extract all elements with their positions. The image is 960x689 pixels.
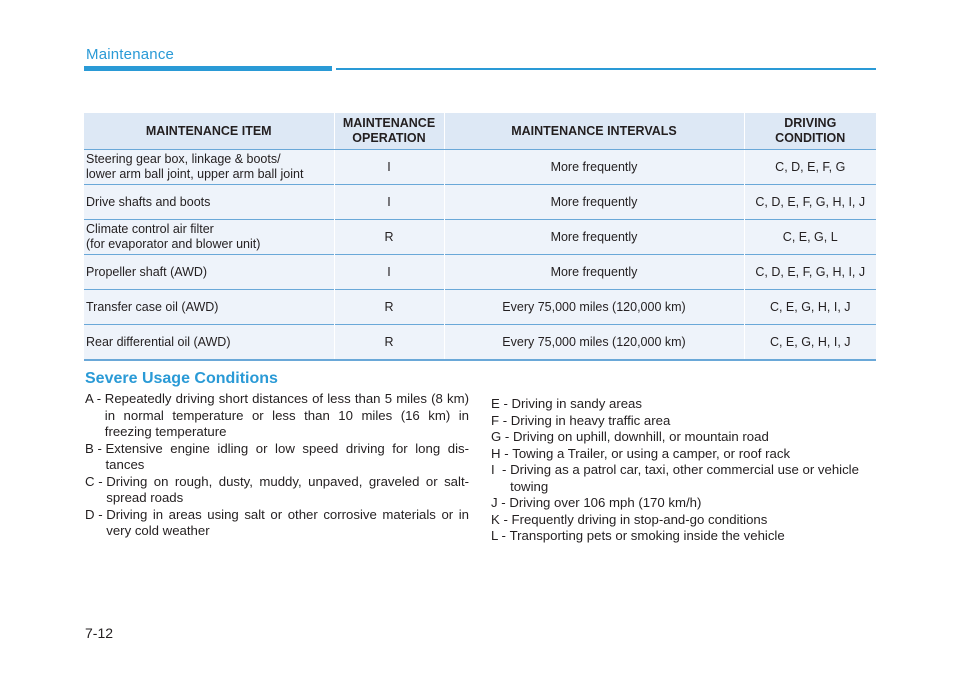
condition-code: A -	[85, 391, 105, 406]
list-item	[491, 396, 881, 413]
cell-condition: C, E, G, L	[744, 220, 876, 255]
cell-interval: Every 75,000 miles (120,000 km)	[444, 290, 744, 325]
header-rule-thick	[84, 66, 332, 71]
table-header-row	[84, 113, 876, 150]
condition-text: Driving over 106 mph (170 km/h)	[509, 495, 702, 510]
severe-conditions-left	[85, 391, 469, 540]
table-row	[84, 185, 876, 220]
cell-operation: R	[334, 290, 444, 325]
maintenance-table	[84, 113, 876, 361]
cell-interval: More frequently	[444, 220, 744, 255]
cell-condition: C, D, E, F, G, H, I, J	[744, 185, 876, 220]
severe-usage-heading: Severe Usage Conditions	[85, 370, 278, 387]
column-header-operation: MAINTENANCE OPERATION	[334, 113, 444, 150]
table-row	[84, 255, 876, 290]
condition-code: H -	[491, 445, 513, 461]
condition-code: F -	[491, 412, 511, 428]
cell-operation: I	[334, 185, 444, 220]
cell-interval: Every 75,000 miles (120,000 km)	[444, 325, 744, 361]
condition-code: C -	[85, 473, 107, 489]
cell-interval: More frequently	[444, 185, 744, 220]
cell-operation: I	[334, 150, 444, 185]
cell-item: Steering gear box, linkage & boots/ lower arm ball joint, upper arm ball joint	[84, 150, 334, 185]
condition-code: B -	[85, 440, 106, 456]
cell-item: Climate control air filter (for evaporator and blower unit)	[84, 220, 334, 255]
condition-text: Driving in heavy traffic area	[510, 412, 671, 428]
condition-text: Frequently driving in stop-and-go conditions	[511, 511, 768, 527]
table-row	[84, 150, 876, 185]
cell-operation: R	[334, 325, 444, 361]
list-item	[85, 441, 469, 474]
severe-conditions-right	[491, 396, 881, 545]
condition-code: L -	[491, 528, 510, 543]
cell-condition: C, D, E, F, G	[744, 150, 876, 185]
cell-operation: I	[334, 255, 444, 290]
list-item	[491, 495, 881, 512]
cell-condition: C, D, E, F, G, H, I, J	[744, 255, 876, 290]
condition-code: J -	[491, 495, 510, 510]
cell-item: Drive shafts and boots	[84, 185, 334, 220]
cell-item: Transfer case oil (AWD)	[84, 290, 334, 325]
condition-text: Transporting pets or smoking inside the vehicle	[509, 528, 785, 543]
table-row	[84, 325, 876, 361]
list-item	[491, 462, 881, 495]
condition-text: Extensive engine idling or low speed driving for long dis-tances	[105, 440, 469, 472]
cell-interval: More frequently	[444, 255, 744, 290]
cell-item: Propeller shaft (AWD)	[84, 255, 334, 290]
cell-item: Rear differential oil (AWD)	[84, 325, 334, 361]
condition-code: D -	[85, 506, 107, 522]
table-row	[84, 220, 876, 255]
condition-code: G -	[491, 429, 513, 444]
condition-text: Repeatedly driving short distances of less than 5 miles (8 km) in normal temperature or less than 10 miles (16 km) in freezing temperature	[104, 391, 469, 439]
page-number: 7-12	[85, 625, 114, 641]
condition-text: Driving on uphill, downhill, or mountain road	[512, 429, 769, 444]
condition-text: Driving in areas using salt or other corrosive materials or in very cold weather	[106, 506, 469, 538]
cell-condition: C, E, G, H, I, J	[744, 290, 876, 325]
list-item	[85, 391, 469, 441]
table-row	[84, 290, 876, 325]
condition-code: E -	[491, 396, 512, 411]
column-header-condition: DRIVING CONDITION	[744, 113, 876, 150]
cell-operation: R	[334, 220, 444, 255]
cell-interval: More frequently	[444, 150, 744, 185]
list-item	[85, 474, 469, 507]
list-item	[491, 528, 881, 545]
condition-code: K -	[491, 511, 512, 527]
condition-text: Towing a Trailer, or using a camper, or roof rack	[512, 445, 791, 461]
column-header-intervals: MAINTENANCE INTERVALS	[444, 113, 744, 150]
header-rule-thin	[336, 68, 876, 70]
list-item	[491, 429, 881, 446]
list-item	[85, 507, 469, 540]
list-item	[491, 446, 881, 463]
condition-text: Driving in sandy areas	[511, 396, 642, 411]
condition-text: Driving on rough, dusty, muddy, unpaved, graveled or salt-spread roads	[106, 473, 469, 505]
cell-condition: C, E, G, H, I, J	[744, 325, 876, 361]
condition-code: I -	[491, 462, 511, 477]
list-item	[491, 512, 881, 529]
condition-text: Driving as a patrol car, taxi, other commercial use or vehicle towing	[510, 462, 859, 494]
column-header-item: MAINTENANCE ITEM	[84, 113, 334, 150]
section-title: Maintenance	[86, 46, 175, 63]
list-item	[491, 413, 881, 430]
